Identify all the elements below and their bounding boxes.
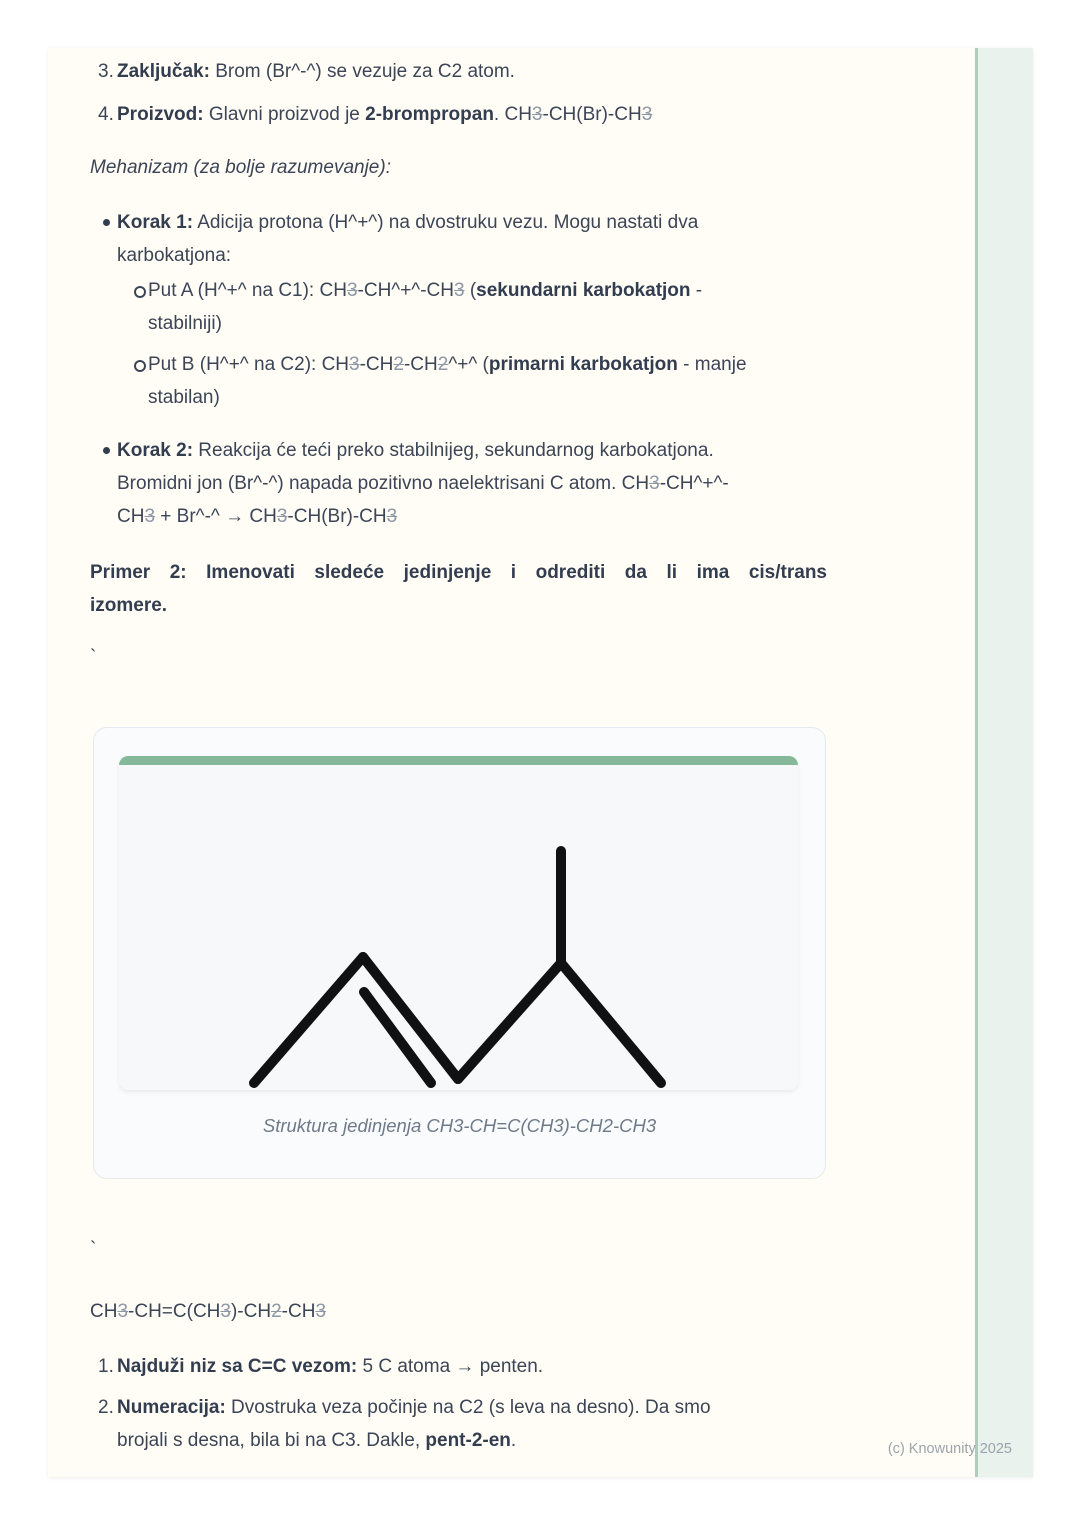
sub-bullet-put-b bbox=[90, 348, 827, 414]
bullet-item-korak-2 bbox=[90, 434, 827, 533]
list-item-text: Najduži niz sa C=C vezom: 5 C atoma → penten. bbox=[117, 1356, 544, 1377]
figure-caption: Struktura jedinjenja CH3-CH=C(CH3)-CH2-CH3 bbox=[262, 1115, 657, 1136]
copyright-notice: (c) Knowunity 2025 bbox=[887, 1441, 1012, 1457]
paragraph-text: ` bbox=[90, 1239, 97, 1260]
list-item-text: Korak 1: Adicija protona (H^+^) na dvostruku vezu. Mogu nastati dva karbokatjona: bbox=[117, 212, 699, 266]
list-item-text: Proizvod: Glavni proizvod je 2-brompropan. CH3-CH(Br)-CH3 bbox=[117, 104, 653, 125]
circle-bullet-icon bbox=[134, 360, 146, 372]
page-content bbox=[48, 48, 827, 1457]
sub-bullet-put-a bbox=[90, 274, 827, 340]
circle-bullet-icon bbox=[134, 286, 146, 298]
document-page bbox=[48, 48, 1033, 1477]
structure-figure-panel bbox=[119, 756, 798, 1090]
bullet-item-korak-1 bbox=[90, 206, 827, 272]
page-right-accent-strip bbox=[975, 48, 1033, 1477]
mechanism-heading bbox=[90, 151, 827, 184]
paragraph-text: Primer 2: Imenovati sledeće jedinjenje i odrediti da li ima cis/trans izomere. bbox=[90, 562, 827, 616]
list-number: 1. bbox=[98, 1356, 114, 1377]
list-item-text: Put B (H^+^ na C2): CH3-CH2-CH2^+^ (primarni karbokatjon - manje stabilan) bbox=[148, 354, 747, 408]
numbered-item-4 bbox=[90, 98, 827, 131]
list-item-text: Put A (H^+^ na C1): CH3-CH^+^-CH3 (sekundarni karbokatjon - stabilniji) bbox=[148, 280, 703, 334]
formula-paragraph bbox=[90, 1295, 827, 1328]
list-item-text: Numeracija: Dvostruka veza počinje na C2 (s leva na desno). Da smo brojali s desna, bila bi na C3. Dakle, pent-2-en. bbox=[117, 1397, 711, 1451]
list-number: 2. bbox=[98, 1397, 114, 1418]
bullet-icon bbox=[103, 219, 110, 226]
backtick-mark bbox=[90, 1233, 827, 1266]
structure-drawing bbox=[119, 756, 798, 1090]
list-item-text: Zaključak: Brom (Br^-^) se vezuje za C2 atom. bbox=[117, 61, 515, 82]
list-number: 4. bbox=[98, 104, 114, 125]
list-item-text: Korak 2: Reakcija će teći preko stabilnijeg, sekundarnog karbokatjona. Bromidni jon (Br^-^) napada pozitivno naelektrisani C atom. CH3-CH^+^- CH3 + Br^-^ → CH3-CH(Br)-CH3 bbox=[117, 440, 729, 527]
structure-figure-card bbox=[93, 727, 826, 1179]
bullet-icon bbox=[103, 447, 110, 454]
numbered-item-2 bbox=[90, 1391, 827, 1457]
paragraph-text: ` bbox=[90, 647, 97, 668]
numbered-item-3 bbox=[90, 55, 827, 88]
backtick-mark bbox=[90, 641, 827, 674]
paragraph-text: Mehanizam (za bolje razumevanje): bbox=[90, 157, 391, 178]
numbered-item-1 bbox=[90, 1350, 827, 1383]
paragraph-text: CH3-CH=C(CH3)-CH2-CH3 bbox=[90, 1301, 327, 1322]
list-number: 3. bbox=[98, 61, 114, 82]
primer-2-paragraph bbox=[90, 556, 827, 622]
